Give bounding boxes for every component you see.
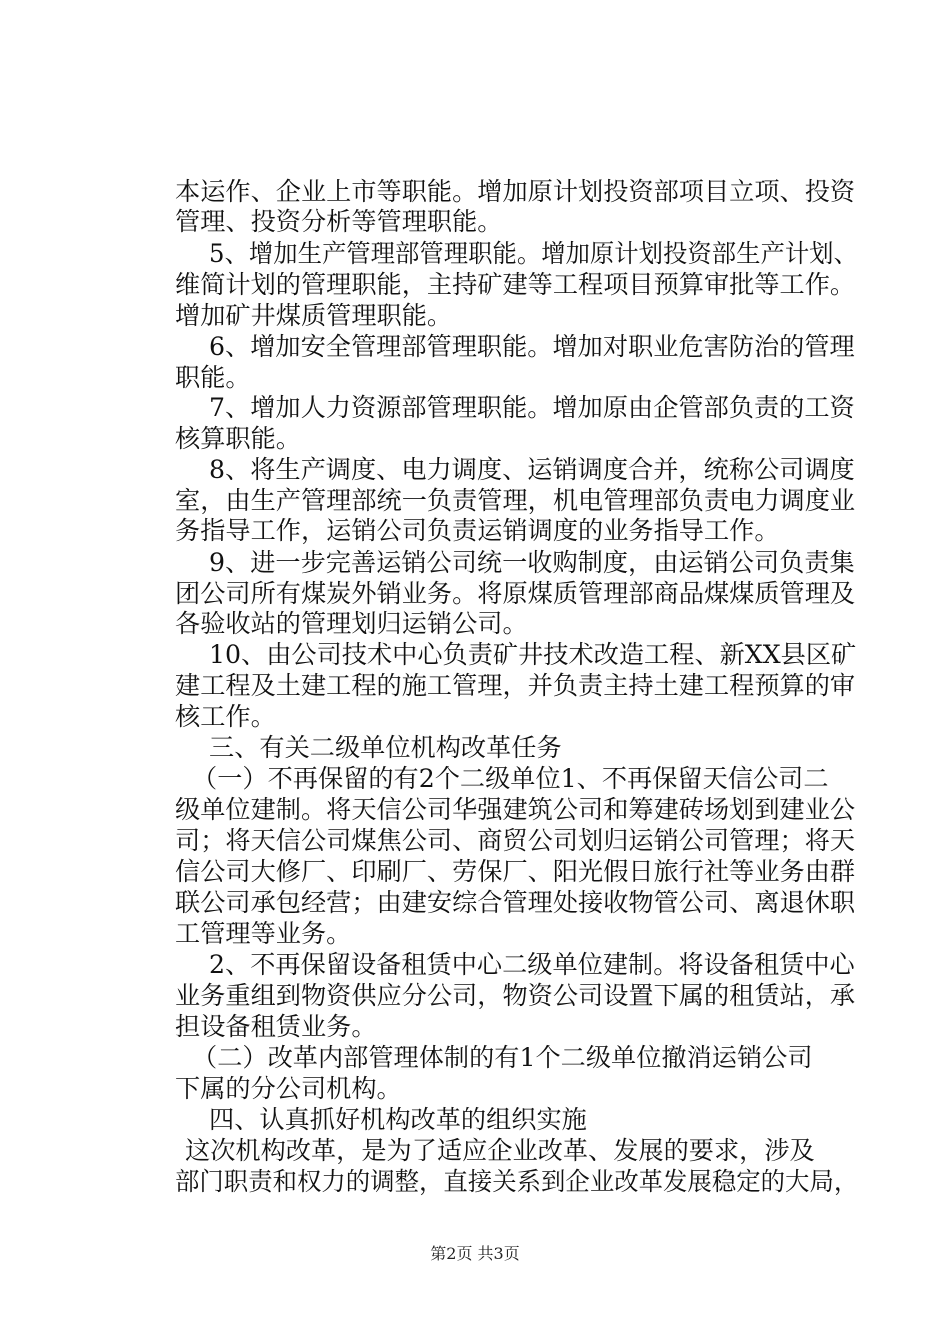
page-footer: 第2页 共3页: [430, 1244, 520, 1263]
list-item-7-line: 7、增加人力资源部管理职能。增加原由企管部负责的工资: [209, 393, 855, 422]
body-text-line: 室，由生产管理部统一负责管理，机电管理部负责电力调度业: [175, 486, 856, 515]
body-text-line: 信公司大修厂、印刷厂、劳保厂、阳光假日旅行社等业务由群: [175, 857, 856, 886]
body-text-line: 部门职责和权力的调整，直接关系到企业改革发展稳定的大局，: [175, 1167, 859, 1196]
body-text-line: 管理、投资分析等管理职能。: [175, 207, 503, 236]
body-text-line: 本运作、企业上市等职能。增加原计划投资部项目立项、投资: [175, 177, 856, 206]
list-item-8-line: 8、将生产调度、电力调度、运销调度合并，统称公司调度: [209, 455, 855, 484]
body-text-line: 司；将天信公司煤焦公司、商贸公司划归运销公司管理；将天: [175, 826, 856, 855]
body-text-line: 务指导工作，运销公司负责运销调度的业务指导工作。: [175, 516, 780, 545]
body-text-line: 核工作。: [175, 702, 276, 731]
list-item-5-line: 5、增加生产管理部管理职能。增加原计划投资部生产计划、: [209, 239, 858, 268]
body-text-line: 增加矿井煤质管理职能。: [175, 301, 453, 330]
body-text-line: 职能。: [175, 363, 251, 392]
body-text-line: 团公司所有煤炭外销业务。将原煤质管理部商品煤煤质管理及: [175, 579, 856, 608]
subsection-1-line: （一）不再保留的有2个二级单位1、不再保留天信公司二: [192, 764, 829, 793]
section-heading-3: 三、有关二级单位机构改革任务: [209, 733, 562, 762]
subsection-2-line: （二）改革内部管理体制的有1个二级单位撤消运销公司: [192, 1043, 813, 1072]
paragraph-start-line: 这次机构改革，是为了适应企业改革、发展的要求，涉及: [185, 1136, 815, 1165]
list-item-9-line: 9、进一步完善运销公司统一收购制度，由运销公司负责集: [209, 548, 855, 577]
body-text-line: 下属的分公司机构。: [175, 1074, 402, 1103]
body-text-line: 担设备租赁业务。: [175, 1012, 377, 1041]
body-text-line: 联公司承包经营；由建安综合管理处接收物管公司、离退休职: [175, 888, 856, 917]
list-item-2-line: 2、不再保留设备租赁中心二级单位建制。将设备租赁中心: [209, 950, 855, 979]
body-text-line: 业务重组到物资供应分公司，物资公司设置下属的租赁站，承: [175, 981, 856, 1010]
body-text-line: 建工程及土建工程的施工管理，并负责主持土建工程预算的审: [175, 671, 856, 700]
body-text-line: 各验收站的管理划归运销公司。: [175, 609, 528, 638]
body-text-line: 工管理等业务。: [175, 919, 352, 948]
section-heading-4: 四、认真抓好机构改革的组织实施: [209, 1105, 587, 1134]
list-item-10-line: 10、由公司技术中心负责矿井技术改造工程、新XX县区矿: [209, 640, 857, 669]
body-text-line: 维简计划的管理职能，主持矿建等工程项目预算审批等工作。: [175, 270, 856, 299]
list-item-6-line: 6、增加安全管理部管理职能。增加对职业危害防治的管理: [209, 332, 855, 361]
body-text-line: 级单位建制。将天信公司华强建筑公司和筹建砖场划到建业公: [175, 795, 856, 824]
body-text-line: 核算职能。: [175, 424, 301, 453]
